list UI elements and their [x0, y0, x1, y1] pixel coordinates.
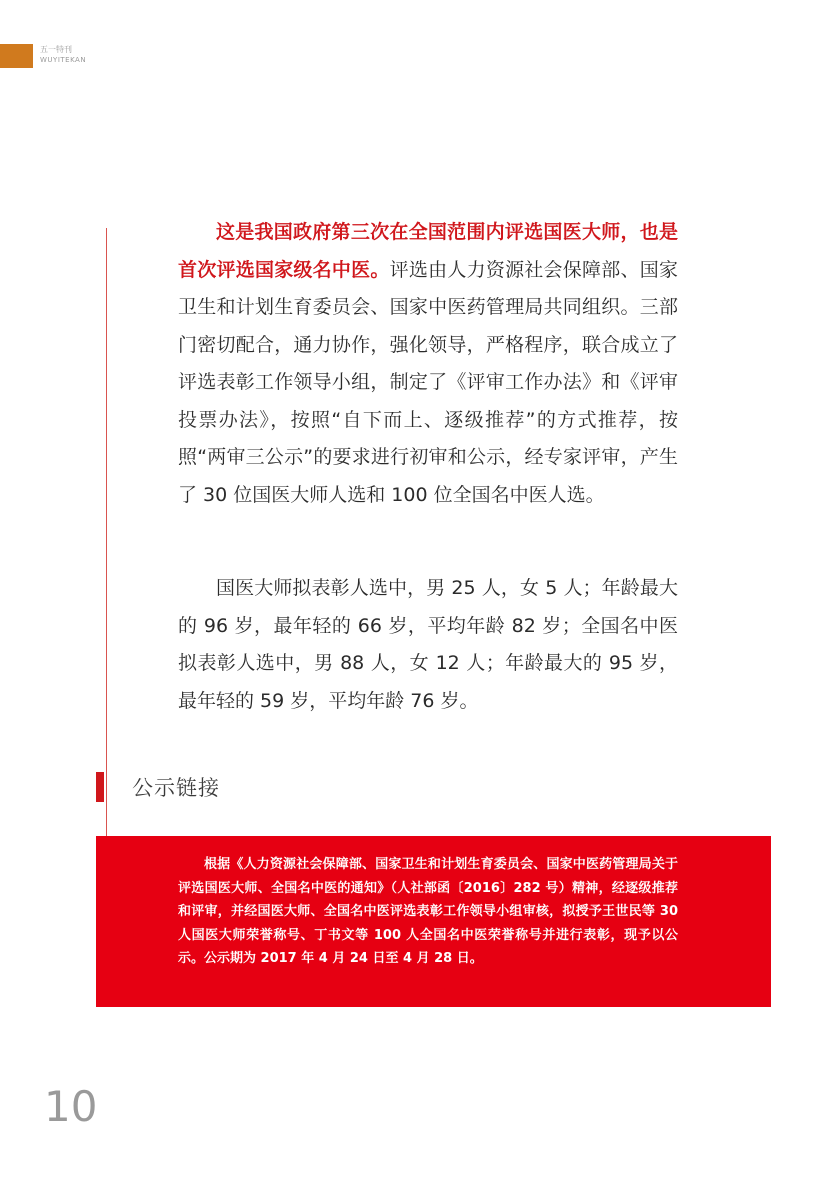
left-rule-line: [106, 228, 107, 840]
running-title-en: WUYITEKAN: [40, 56, 87, 64]
section-heading: [96, 772, 220, 802]
section-bar: [96, 772, 104, 802]
running-head: [40, 44, 86, 66]
running-title-cn: 五一特刊: [40, 45, 72, 54]
highlight-sentence: 这是我国政府第三次在全国范围内评选国医大师，也是首次评选国家级名中医。: [178, 221, 678, 281]
paragraph-1-body: 评选由人力资源社会保障部、国家卫生和计划生育委员会、国家中医药管理局共同组织。三部门密切配合，通力协作，强化领导，严格程序，联合成立了评选表彰工作领导小组，制定了《评审工作办法》和《评审投票办法》，按照“自下而上、逐级推荐”的方式推荐，按照“两审三公示”的要求进行初审和公示，经专家评审，产生了 30 位国医大师人选和 100 位全国名中医人选。: [178, 258, 678, 506]
page-number: 10: [44, 1082, 98, 1131]
section-title: 公示链接: [132, 776, 220, 800]
article-paragraph-1: [178, 214, 678, 514]
notice-text: 根据《人力资源社会保障部、国家卫生和计划生育委员会、国家中医药管理局关于评选国医大师、全国名中医的通知》（人社部函〔2016〕282 号）精神，经逐级推荐和评审，并经国医大师、全国名中医评选表彰工作领导小组审核，拟授予王世民等 30 人国医大师荣誉称号、丁书文等 100 人全国名中医荣誉称号并进行表彰，现予以公示。公示期为 2017 年 4 月 24 日至 4 月 28 日。: [178, 857, 678, 966]
corner-tab: [0, 44, 33, 68]
article-paragraph-2: 国医大师拟表彰人选中，男 25 人，女 5 人；年龄最大的 96 岁，最年轻的 66 岁，平均年龄 82 岁；全国名中医拟表彰人选中，男 88 人，女 12 人；年龄最大的 95 岁，最年轻的 59 岁，平均年龄 76 岁。: [178, 577, 678, 712]
